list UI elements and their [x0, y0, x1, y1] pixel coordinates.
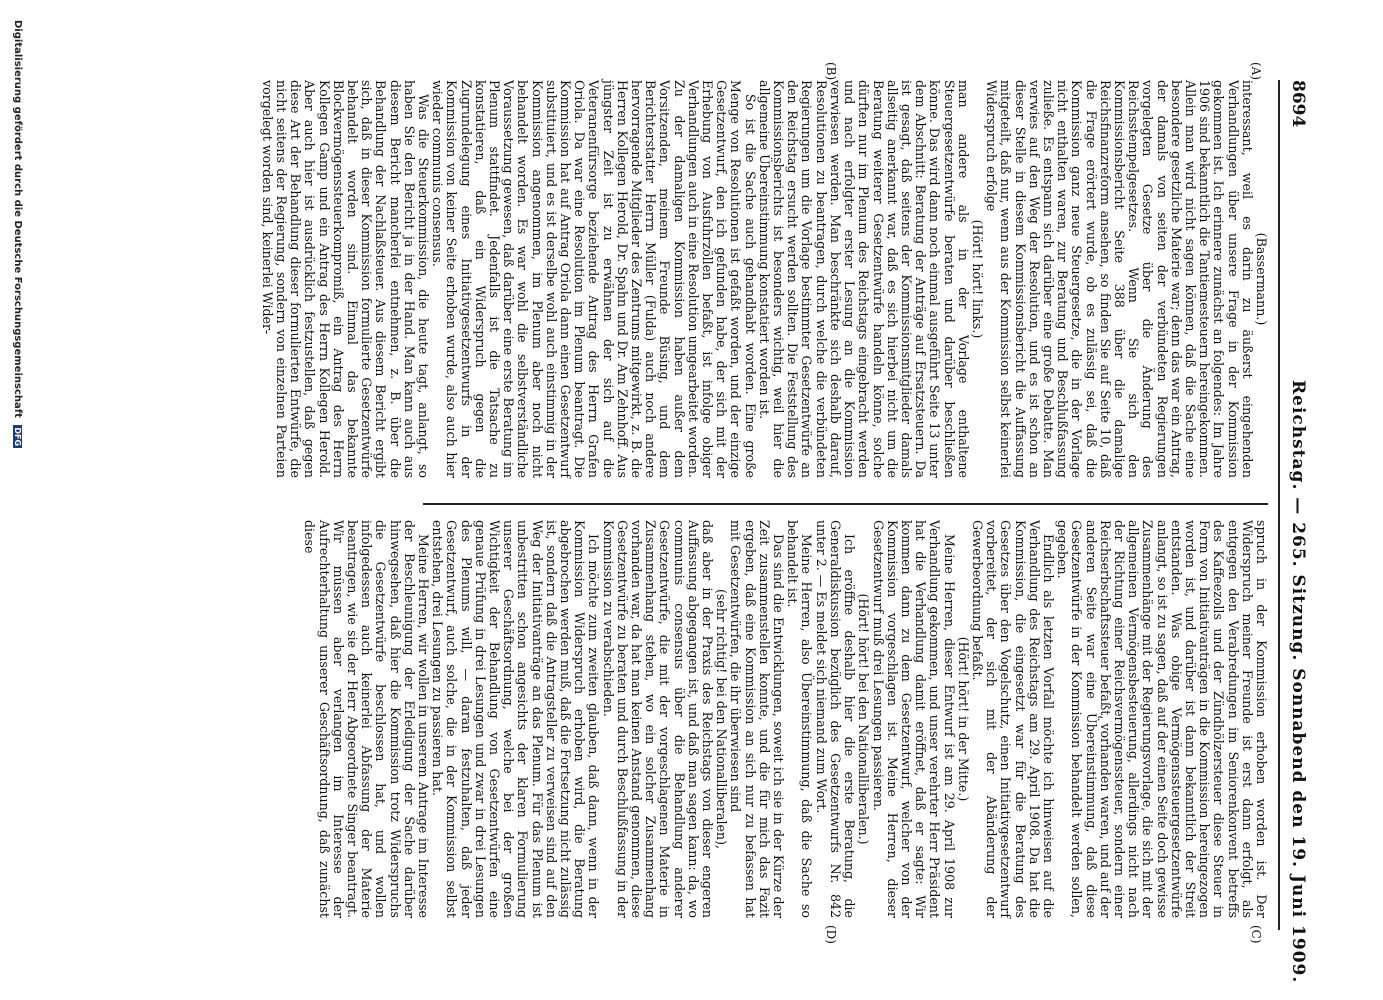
interjection: (Hört! hört! links.) [969, 219, 985, 339]
paragraph: Meine Herren, wir wollen in unserem Antrage im Interesse der Beschleunigung der Erledigung der Sache darüber hinwegsehen, daß hier die Kommission trotz Widerspruchs die Gesetzentwürfe beschlossen hat, und wollen infolgedessen auch keinerlei Abfassung der Materie beantragen, wie sie der Herr Abgeordnete Singer beantragt. Wir müssen aber verlangen im Interesse der Aufrechterhaltung unserer Geschäftsordnung, daß zunächst diese [302, 520, 432, 918]
paragraph: daß aber in der Praxis des Reichstags von dieser engeren Auffassung abgegangen ist, und daß man sagen kann: da, wo communis consensus über die Behandlung anderer Gesetzentwürfe, die mit der vorgeschlagenen Materie in Zusammenhang stehen, wo ein solcher Zusammenhang vorhanden war, da hat man keinen Anstand genommen, diese Gesetzentwürfe zu beraten und durch Beschlußfassung in der Kommission zu verabschieden. [600, 520, 716, 918]
page-title: Reichstag. — 265. Sitzung. Sonnabend den 19. Juni 1909. [1288, 380, 1308, 984]
paragraph: Ich möchte zum zweiten glauben, daß dann, wenn in der Kommission Widerspruch erhoben wird, die Beratung abgebrochen werden muß, daß die Fortsetzung nicht zulässig ist, sondern daß die Antragsteller zu verweisen sind auf den Weg der Initiativanträge an das Plenum. Für das Plenum ist unbestritten schon angesichts der klaren Formulierung unserer Geschäftsordnung, welche bei der großen Wichtigkeit der Behandlung von Gesetzentwürfen eine genaue Prüfung in drei Lesungen und zwar in drei Lesungen des Plenums will, — daran festzuhalten, daß jeder Gesetzentwurf, auch solche, die in der Kommission selbst entstehen, drei Lesungen zu passieren hat. [430, 520, 602, 918]
interjection: (Hört! hört! bei den Nationalliberalen.) [856, 593, 872, 845]
margin-mark-b: (B) [824, 62, 838, 81]
column-divider [423, 503, 1268, 505]
credit-text: Digitalisierung gefördert durch die Deutsche Forschungsgemeinschaft [12, 20, 23, 418]
paragraph: interessant, weil es darin zu äußerst eingehenden Verhandlungen über unsere Frage in der Kommission gekommen ist. Ich erinnere zunächst an folgendes: Im Jahre 1906 sind bekanntlich die Tantiemesteuern hereingekommen. Allein man wird nicht sagen können, daß die Sache eine besondere gesetzliche Materie war; denn das war ein Antrag, der damals von seiten der verbündeten Regierungen vorgelegten Gesetze über die Änderung des Reichsstempelgesetzes. Wenn Sie sich den Kommissionsbericht Seite 388 über die damalige Reichsfinanzreform ansehen, so finden Sie auf Seite 10, daß die Frage erörtert wurde, ob es zulässig sei, daß die Kommission ganz neue Steuergesetze, die in der Vorlage nicht enthalten waren, zur Beratung und Beschlußfassung zuließe. Es entspann sich darüber eine große Debatte. Man verwies auf den Weg der Resolution, und es ist schon an dieser Stelle in diesem Kommissionsbericht die Auffassung mitgeteilt, daß nur, wenn aus der Kommission selbst keinerlei Widerspruch erfolge [984, 80, 1255, 478]
interjection: (sehr richtig! bei den Nationalliberalen), [714, 588, 730, 850]
paragraph: man andere als in der Vorlage enthaltene Steuergesetzentwürfe beraten und darüber beschließen könne. Das wird dann noch einmal ausgeführt Seite 13 unter dem Abschnitt: Beratung der Anträge auf Ersatzsteuern. Da ist gesagt, daß seitens der Kommissionsmitglieder damals allseitig anerkannt war, daß es sich hierbei nicht um die Beratung weiterer Gesetzentwürfe handeln könne, solche dürften nur im Plenum des Reichstags eingebracht werden und nach erfolgter erster Lesung an die Kommission verwiesen werden. Man beschränkte sich deshalb darauf, Resolutionen zu beantragen, durch welche die verbündeten Regierungen um die Vorlage bestimmter Gesetzentwürfe an den Reichstag ersucht werden sollten. Die Feststellung des Kommissionsberichts ist besonders wichtig, weil hier die allgemeine Übereinstimmung konstatiert worden ist. [756, 80, 971, 478]
paragraph: Endlich als letzten Vorfall möchte ich hinweisen auf die Verhandlung des Reichstags am 29. April 1908. Da hat die Kommission, die eingesetzt war für die Beratung des Gesetzes über den Vogelschutz, einen Initiativgesetzentwurf vorbereitet, der sich mit der Abänderung der Gewerbeordnung befaßt. [969, 520, 1056, 918]
margin-mark-c: (C) [1249, 925, 1263, 944]
paragraph: Das sind die Entwicklungen, soweit ich sie in der Kürze der Zeit zusammenstellen konnte, und die für mich das Fazit ergeben, daß eine Kommission an sich nur zu befassen hat mit Gesetzentwürfen, die ihr überwiesen sind [728, 520, 787, 918]
paragraph: spruch in der Kommission erhoben worden ist. Der Widerspruch meiner Freunde ist erst dann erfolgt, als entgegen den Verabredungen im Seniorenkonvent betreffs des Kaffeezolls und der Zündhölzersteuer diese Steuer in Form von Initiativanträgen in die Kommission hereingezogen worden ist, und darüber ist dann bekanntlich der Streit entstanden. Was obige Vermögenssteuergesetzentwürfe anlangt, so ist zu sagen, daß auf der einen Seite doch gewisse Zusammenhänge mit der Regierungsvorlage, die sich mit der allgemeinen Vermögensbesteuerung, allerdings nicht nach der Richtung einer Reichsvermögenssteuer, sondern einer Reichserbschaftssteuer befaßt, vorhanden waren, und auf der anderen Seite war eine Übereinstimmung, daß diese Gesetzentwürfe in der Kommission behandelt werden sollen, gegeben. [1055, 520, 1269, 918]
interjection: (Hört! hört! in der Mitte.) [955, 636, 971, 802]
left-column [260, 80, 1268, 478]
paragraph: Meine Herren, also Übereinstimmung, daß die Sache so behandelt ist. [785, 520, 815, 918]
paragraph: Meine Herren, dieser Entwurf ist am 29. April 1908 zur Verhandlung gekommen, und unser verehrter Herr Präsident hat die Verhandlung damit eröffnet, daß er sagte: Wir kommen dann zu dem Gesetzentwurf, welcher von der Kommission vorgeschlagen ist. Meine Herren, dieser Gesetzentwurf muß drei Lesungen passieren. [870, 520, 957, 918]
margin-mark-d: (D) [824, 925, 838, 944]
header-rule [1278, 80, 1280, 930]
paragraph: Was die Steuerkommission, die heute tagt, anlangt, so haben Sie den Bericht ja in der Hand. Man kann auch aus diesem Bericht mancherlei entnehmen, z. B. über die Behandlung der Nachlaßsteuer. Aus diesem Bericht ergibt sich, daß in dieser Kommission formulierte Gesetzentwürfe behandelt worden sind. Einmal das bekannte Blockvermögenssteuerkompromiß, ein Antrag des Herrn Kollegen Gamp und ein Antrag des Herrn Kollegen Herold. Aber auch hier ist ausdrücklich festzustellen, daß gegen diese Art der Behandlung dieser formulierten Entwürfe, die nicht seitens der Regierung, sondern von einzelnen Parteien vorgelegt worden sind, keinerlei Wider- [259, 80, 432, 478]
dfg-logo: DFG [13, 427, 23, 447]
speaker-name: (Bassermann.) [1254, 232, 1269, 326]
page-header [1278, 80, 1308, 984]
paragraph: Ich eröffne deshalb hier die erste Beratung, die Generaldiskussion bezüglich des Gesetzentwurfs Nr. 842 unter 2. — Es meldet sich niemand zum Wort. [813, 520, 858, 918]
right-column [302, 520, 1268, 918]
digitization-credit [12, 20, 23, 980]
margin-mark-a: (A) [1249, 62, 1263, 81]
page-number: 8694 [1288, 80, 1308, 128]
paragraph: So ist die Sache auch gehandhabt worden. Eine große Menge von Resolutionen ist gefaßt worden, und der einzige Gesetzentwurf, den ich gefunden habe, der sich mit der Erhebung von Ausfuhrzöllen befaßt, ist infolge obiger Verhandlungen auch in eine Resolution umgearbeitet worden. Zu der damaligen Kommission haben außer dem Vorsitzenden, meinem Freunde Büsing, und dem Berichterstatter Herrn Müller (Fulda) auch noch andere hervorragende Mitglieder des Zentrums mitgewirkt, z. B. die Herren Kollegen Herold, Dr. Spahn und Dr. Am Zehnhoff. Aus jüngster Zeit ist zu erwähnen der sich auf die Veteranenfürsorge beziehende Antrag des Herrn Grafen Oriola. Da war eine Resolution im Plenum beantragt. Die Kommission hat auf Antrag Oriola dann einen Gesetzentwurf substituiert, und es ist derselbe wohl auch einstimmig in der Kommission angenommen, im Plenum aber noch nicht behandelt worden. Es war wohl die selbstverständliche Voraussetzung gewesen, daß darüber eine erste Beratung im Plenum stattfindet. Jedenfalls ist die Tatsache zu konstatieren, daß ein Widerspruch gegen die Zugrundelegung eines Initiativgesetzentwurfs in der Kommission von keiner Seite erhoben wurde, also auch hier wieder communis consensus. [430, 80, 758, 478]
